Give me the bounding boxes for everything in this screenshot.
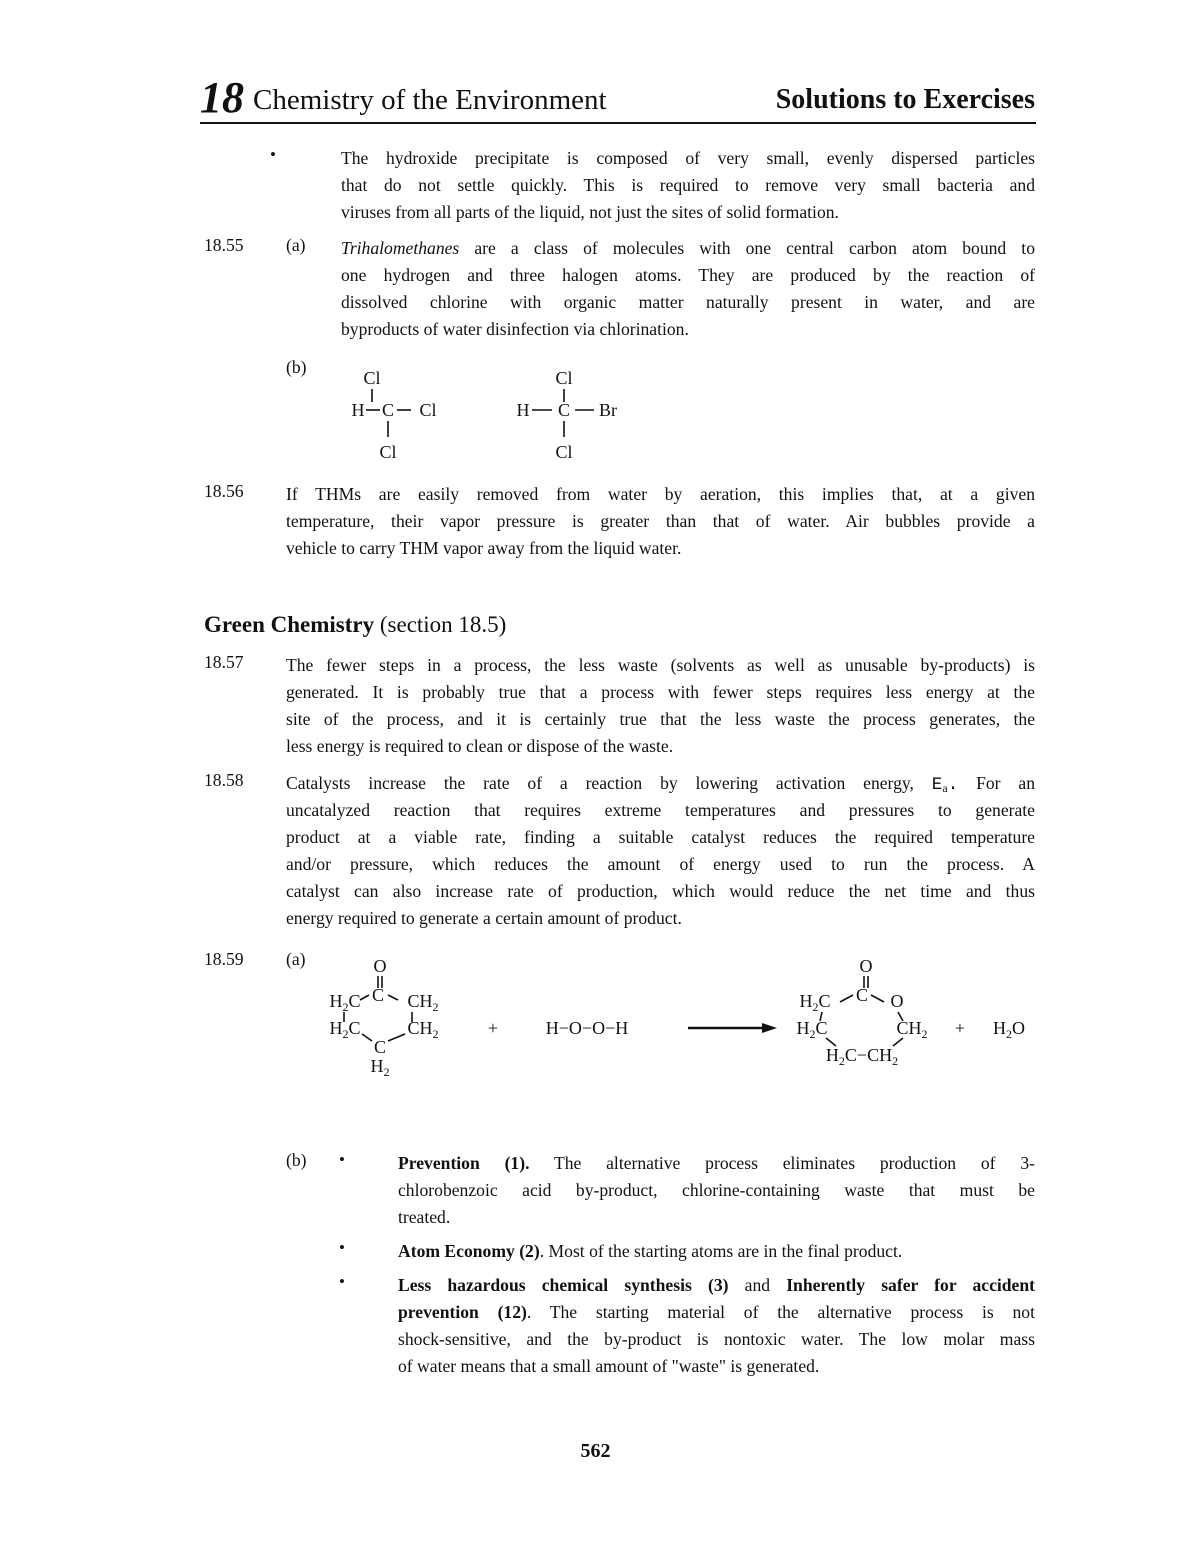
text-line: The fewer steps in a process, the less waste (solvents as well as unusable by-products) is — [286, 655, 1035, 675]
exercise-number: 18.58 — [204, 770, 244, 790]
svg-text:CH2: $CH_2$ — [407, 1018, 439, 1041]
exercise-18-58-text — [286, 770, 1035, 932]
svg-text:Cl: Cl — [379, 442, 397, 462]
text-segment: Prevention (1). — [398, 1153, 530, 1173]
hydrogen-peroxide: H−O−O−H — [545, 1018, 629, 1038]
text-line: generated. It is probably true that a process with fewer steps requires less energy at the — [286, 682, 1035, 702]
text-line: less energy is required to clean or dispose of the waste. — [286, 736, 674, 756]
svg-text:Cl: Cl — [555, 442, 573, 462]
svg-text:Cl: Cl — [363, 368, 381, 388]
reaction-arrow-icon — [688, 1023, 777, 1033]
chapter-number: 18 — [200, 73, 244, 122]
text-line: energy required to generate a certain amount of product. — [286, 908, 682, 928]
svg-text:O: O — [859, 956, 873, 976]
cyclohexanone-structure — [329, 956, 438, 1079]
plus-sign: + — [487, 1018, 499, 1038]
chapter-title: Chemistry of the Environment — [253, 84, 607, 116]
part-label: (a) — [286, 949, 306, 969]
text-segment: For an — [958, 773, 1035, 793]
text-segment: are a class of molecules with one central carbon atom bound to — [459, 238, 1035, 258]
text-line: of water means that a small amount of "waste" is generated. — [398, 1356, 820, 1376]
svg-text:C: C — [381, 400, 395, 420]
text-line: temperature, their vapor pressure is greater than that of water. Air bubbles provide a — [286, 511, 1035, 531]
svg-text:H: H — [516, 400, 530, 420]
water: $H_2O$ — [993, 1018, 1025, 1041]
text-segment: . — [947, 775, 959, 795]
svg-text:Cl: Cl — [419, 400, 437, 420]
svg-text:C: C — [855, 985, 869, 1005]
bullet-icon: • — [270, 145, 276, 164]
part-label: (b) — [286, 357, 307, 377]
text-line — [398, 1150, 1035, 1177]
text-segment: Trihalomethanes — [341, 238, 460, 258]
svg-text:H2C: $H_2C$ — [799, 991, 831, 1014]
text-segment: a — [942, 781, 948, 795]
svg-text:O: O — [373, 956, 387, 976]
text-segment: Atom Economy (2) — [398, 1241, 540, 1261]
exercise-18-57-text — [286, 652, 1035, 760]
text-line: and/or pressure, which reduces the amount of energy used to run the process. A — [286, 854, 1035, 874]
text-segment: E — [931, 775, 943, 795]
page-number: 562 — [580, 1440, 611, 1462]
svg-text:CH2: $CH_2$ — [896, 1018, 928, 1041]
svg-text:C: C — [557, 400, 571, 420]
text-line: chlorobenzoic acid by-product, chlorine-containing waste that must be — [398, 1180, 1035, 1200]
text-line: site of the process, and it is certainly true that the less waste the process generates, the — [286, 709, 1035, 729]
text-line: viruses from all parts of the liquid, not just the sites of solid formation. — [341, 202, 839, 222]
text-line: treated. — [398, 1207, 451, 1227]
text-line: vehicle to carry THM vapor away from the liquid water. — [286, 538, 682, 558]
text-line: that do not settle quickly. This is required to remove very small bacteria and — [341, 175, 1035, 195]
svg-text:O: O — [890, 991, 904, 1011]
text-line: shock-sensitive, and the by-product is nontoxic water. The low molar mass — [398, 1329, 1035, 1349]
part-label: (a) — [286, 235, 306, 255]
text-line: The hydroxide precipitate is composed of very small, evenly dispersed particles — [341, 148, 1035, 168]
exercise-number: 18.56 — [204, 481, 244, 501]
text-segment: and — [728, 1275, 787, 1295]
bullet-atom-economy — [398, 1238, 1035, 1265]
svg-text:C: C — [373, 1037, 387, 1057]
text-line — [398, 1299, 1035, 1326]
bullet-icon: • — [339, 1272, 345, 1291]
text-line — [398, 1272, 1035, 1299]
svg-text:H2C: $H_2C$ — [329, 991, 361, 1014]
bullet-prevention — [398, 1150, 1035, 1231]
part-label: (b) — [286, 1150, 307, 1170]
exercise-number: 18.57 — [204, 652, 244, 672]
exercise-number: 18.55 — [204, 235, 244, 255]
section-label: Solutions to Exercises — [775, 84, 1035, 115]
svg-text:CH2: $CH_2$ — [407, 991, 439, 1014]
bullet-icon: • — [339, 1150, 345, 1169]
svg-text:H2C−CH2: $H_2C-CH_2$ — [825, 1045, 899, 1068]
text-line: product at a viable rate, finding a suitable catalyst reduces the required temperature — [286, 827, 1035, 847]
text-line: uncatalyzed reaction that requires extreme temperatures and pressures to generate — [286, 800, 1035, 820]
text-segment: The alternative process eliminates production of 3- — [529, 1153, 1035, 1173]
exercise-number: 18.59 — [204, 949, 244, 969]
svg-text:Br: Br — [599, 400, 617, 420]
svg-text:H2: $H_2$ — [370, 1056, 390, 1079]
text-line: dissolved chlorine with organic matter naturally present in water, and are — [341, 292, 1035, 312]
text-segment: prevention (12) — [398, 1302, 527, 1322]
text-segment: . The starting material of the alternative process is not — [526, 1302, 1035, 1322]
text-segment: Inherently safer for accident — [786, 1275, 1036, 1295]
text-segment: Less hazardous chemical synthesis (3) — [398, 1275, 729, 1295]
bullet-less-hazardous — [398, 1272, 1035, 1380]
text-line: one hydrogen and three halogen atoms. They are produced by the reaction of — [341, 265, 1035, 285]
chloroform-structure — [352, 368, 437, 462]
svg-text:Cl: Cl — [555, 368, 573, 388]
svg-text:H: H — [351, 400, 365, 420]
bromodichloromethane-structure — [517, 368, 618, 462]
text-line — [286, 770, 1035, 797]
section-heading: Green Chemistry (section 18.5) — [204, 612, 507, 637]
text-line: If THMs are easily removed from water by aeration, this implies that, at a given — [286, 484, 1035, 504]
svg-text:H2C: $H_2C$ — [796, 1018, 828, 1041]
text-segment: Catalysts increase the rate of a reaction by lowering activation energy, — [286, 773, 932, 793]
text-line: catalyst can also increase rate of production, which would reduce the net time and thus — [286, 881, 1035, 901]
text-line — [398, 1238, 1035, 1265]
text-line: byproducts of water disinfection via chlorination. — [341, 319, 689, 339]
plus-sign: + — [954, 1018, 966, 1038]
svg-text:H2C: $H_2C$ — [329, 1018, 361, 1041]
bullet-icon: • — [339, 1238, 345, 1257]
exercise-18-56-text — [286, 481, 1035, 562]
text-segment: . Most of the starting atoms are in the final product. — [539, 1241, 903, 1261]
svg-text:C: C — [371, 985, 385, 1005]
caprolactone-structure — [796, 956, 927, 1068]
